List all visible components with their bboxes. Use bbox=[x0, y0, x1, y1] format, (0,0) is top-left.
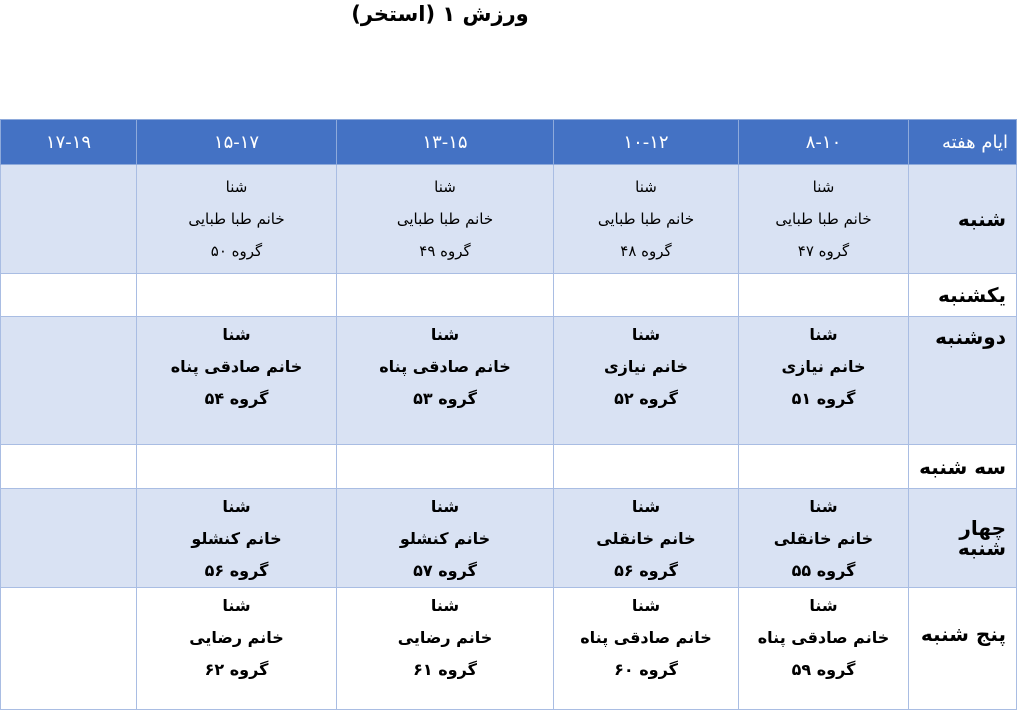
group: گروه ۶۰ bbox=[614, 660, 678, 679]
schedule-cell bbox=[137, 317, 337, 445]
activity: شنا bbox=[430, 325, 460, 344]
group: گروه ۴۸ bbox=[620, 242, 672, 260]
instructor: خانم صادقی پناه bbox=[379, 357, 511, 376]
schedule-cell bbox=[739, 165, 909, 274]
schedule-cell bbox=[1, 274, 137, 317]
group: گروه ۵۶ bbox=[614, 561, 678, 580]
header-slot: ۱۳-۱۵ bbox=[337, 120, 554, 165]
schedule-cell bbox=[739, 317, 909, 445]
activity: شنا bbox=[812, 178, 835, 196]
schedule-cell bbox=[554, 489, 739, 588]
table-row bbox=[1, 445, 1017, 489]
day-label: یکشنبه bbox=[909, 274, 1017, 317]
schedule-cell bbox=[137, 489, 337, 588]
instructor: خانم رضایی bbox=[189, 628, 284, 647]
instructor: خانم خانقلی bbox=[596, 529, 696, 548]
group: گروه ۶۱ bbox=[413, 660, 477, 679]
activity: شنا bbox=[430, 497, 460, 516]
schedule-cell bbox=[137, 165, 337, 274]
schedule-cell bbox=[137, 445, 337, 489]
instructor: خانم طبا طبایی bbox=[775, 210, 872, 228]
group: گروه ۵۹ bbox=[791, 660, 856, 679]
activity: شنا bbox=[809, 497, 838, 516]
activity: شنا bbox=[222, 325, 251, 344]
instructor: خانم خانقلی bbox=[773, 529, 874, 548]
group: گروه ۵۷ bbox=[413, 561, 477, 580]
group: گروه ۵۴ bbox=[204, 389, 269, 408]
schedule-cell bbox=[337, 274, 554, 317]
group: گروه ۵۱ bbox=[791, 389, 856, 408]
day-label: سه شنبه bbox=[909, 445, 1017, 489]
schedule-cell bbox=[337, 588, 554, 710]
schedule-cell bbox=[739, 489, 909, 588]
activity: شنا bbox=[222, 497, 251, 516]
table-row bbox=[1, 489, 1017, 588]
group: گروه ۵۳ bbox=[413, 389, 477, 408]
header-slot: ۱۷-۱۹ bbox=[1, 120, 137, 165]
instructor: خانم کنشلو bbox=[399, 529, 491, 548]
day-label: شنبه bbox=[909, 165, 1017, 274]
schedule-cell bbox=[739, 274, 909, 317]
schedule-cell bbox=[554, 445, 739, 489]
instructor: خانم نیازی bbox=[603, 357, 689, 376]
instructor: خانم کنشلو bbox=[191, 529, 282, 548]
group: گروه ۵۲ bbox=[614, 389, 678, 408]
schedule-cell bbox=[554, 588, 739, 710]
schedule-cell bbox=[337, 317, 554, 445]
group: گروه ۵۰ bbox=[210, 242, 263, 260]
day-label: چهار شنبه bbox=[909, 489, 1017, 588]
schedule-cell bbox=[137, 274, 337, 317]
instructor: خانم طبا طبایی bbox=[188, 210, 285, 228]
activity: شنا bbox=[631, 596, 661, 615]
day-label: پنج شنبه bbox=[909, 588, 1017, 710]
instructor: خانم نیازی bbox=[781, 357, 866, 376]
activity: شنا bbox=[434, 178, 456, 196]
group: گروه ۴۷ bbox=[797, 242, 850, 260]
header-slot: ۸-۱۰ bbox=[739, 120, 909, 165]
instructor: خانم طبا طبایی bbox=[597, 210, 695, 228]
activity: شنا bbox=[225, 178, 248, 196]
schedule-table bbox=[0, 119, 1017, 710]
group: گروه ۴۹ bbox=[419, 242, 471, 260]
table-row bbox=[1, 274, 1017, 317]
schedule-cell bbox=[554, 274, 739, 317]
table-row bbox=[1, 588, 1017, 710]
schedule-cell bbox=[739, 445, 909, 489]
schedule-cell bbox=[1, 489, 137, 588]
table-row bbox=[1, 165, 1017, 274]
table-row bbox=[1, 317, 1017, 445]
page-title: ورزش ۱ (استخر) bbox=[351, 2, 529, 26]
activity: شنا bbox=[635, 178, 657, 196]
instructor: خانم رضایی bbox=[397, 628, 493, 647]
instructor: خانم صادقی پناه bbox=[580, 628, 712, 647]
group: گروه ۵۵ bbox=[791, 561, 856, 580]
header-slot: ۱۵-۱۷ bbox=[137, 120, 337, 165]
schedule-cell bbox=[739, 588, 909, 710]
schedule-cell bbox=[337, 445, 554, 489]
activity: شنا bbox=[809, 325, 838, 344]
activity: شنا bbox=[631, 325, 661, 344]
instructor: خانم صادقی پناه bbox=[757, 628, 890, 647]
schedule-cell bbox=[554, 317, 739, 445]
schedule-cell bbox=[1, 588, 137, 710]
activity: شنا bbox=[222, 596, 251, 615]
schedule-cell bbox=[1, 165, 137, 274]
header-day-label: ایام هفته bbox=[909, 120, 1017, 165]
schedule-cell bbox=[337, 165, 554, 274]
schedule-cell bbox=[337, 489, 554, 588]
activity: شنا bbox=[631, 497, 661, 516]
schedule-cell bbox=[554, 165, 739, 274]
schedule-cell bbox=[1, 317, 137, 445]
instructor: خانم طبا طبایی bbox=[396, 210, 494, 228]
header-row bbox=[1, 120, 1017, 165]
schedule-cell bbox=[137, 588, 337, 710]
instructor: خانم صادقی پناه bbox=[170, 357, 303, 376]
day-label: دوشنبه bbox=[909, 317, 1017, 445]
group: گروه ۶۲ bbox=[204, 660, 269, 679]
group: گروه ۵۶ bbox=[204, 561, 269, 580]
activity: شنا bbox=[809, 596, 838, 615]
schedule-cell bbox=[1, 445, 137, 489]
activity: شنا bbox=[430, 596, 460, 615]
header-slot: ۱۰-۱۲ bbox=[554, 120, 739, 165]
